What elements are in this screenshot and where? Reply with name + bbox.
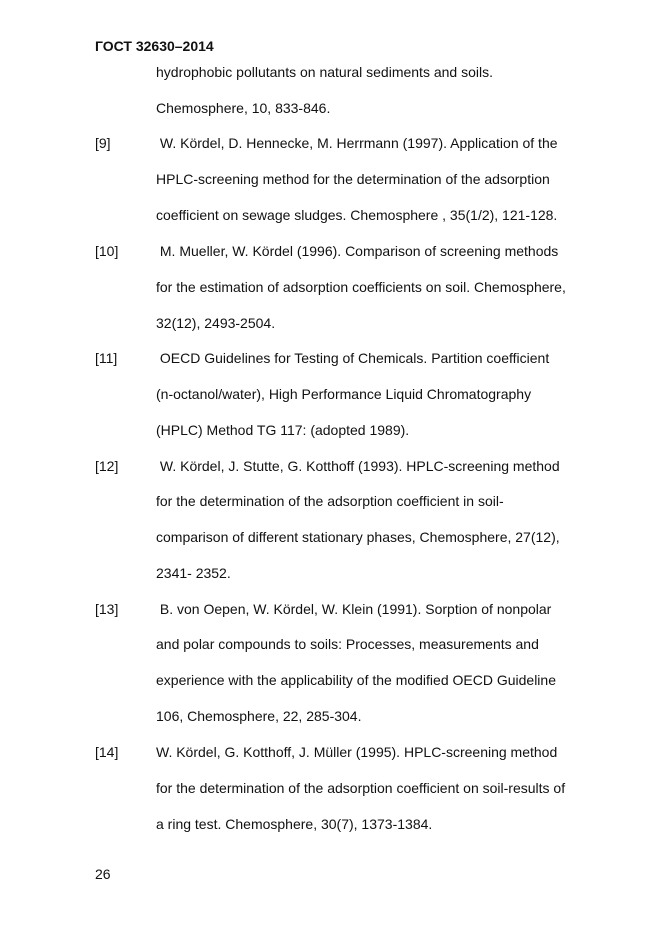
reference-line: (HPLC) Method TG 117: (adopted 1989). [156, 422, 410, 438]
reference-number: [13] [95, 601, 119, 617]
reference-line: W. Kördel, D. Hennecke, M. Herrmann (1997). Application of the [156, 135, 558, 151]
reference-line: W. Kördel, J. Stutte, G. Kotthoff (1993). HPLC-screening method [156, 458, 560, 474]
reference-number: [12] [95, 458, 119, 474]
page-header: ГОСТ 32630–2014 [95, 38, 214, 54]
page-number: 26 [95, 866, 111, 882]
reference-line: B. von Oepen, W. Kördel, W. Klein (1991). Sorption of nonpolar [156, 601, 552, 617]
reference-line: coefficient on sewage sludges. Chemosphere , 35(1/2), 121-128. [156, 207, 558, 223]
reference-line: for the determination of the adsorption coefficient in soil- [156, 493, 504, 509]
reference-number: [10] [95, 243, 119, 259]
reference-line: for the determination of the adsorption coefficient on soil-results of [156, 780, 566, 796]
reference-line: hydrophobic pollutants on natural sediments and soils. [156, 64, 493, 80]
reference-line: a ring test. Chemosphere, 30(7), 1373-1384. [156, 816, 433, 832]
reference-number: [11] [95, 350, 118, 366]
reference-line: 2341- 2352. [156, 565, 231, 581]
reference-line: W. Kördel, G. Kotthoff, J. Müller (1995). HPLC-screening method [156, 744, 558, 760]
reference-line: HPLC-screening method for the determination of the adsorption [156, 171, 550, 187]
reference-line: 106, Chemosphere, 22, 285-304. [156, 708, 362, 724]
reference-number: [9] [95, 135, 111, 151]
reference-line: 32(12), 2493-2504. [156, 315, 276, 331]
reference-number: [14] [95, 744, 119, 760]
reference-line: M. Mueller, W. Kördel (1996). Comparison of screening methods [156, 243, 559, 259]
reference-line: and polar compounds to soils: Processes, measurements and [156, 636, 539, 652]
reference-line: for the estimation of adsorption coefficients on soil. Chemosphere, [156, 279, 566, 295]
reference-line: comparison of different stationary phases, Chemosphere, 27(12), [156, 529, 560, 545]
reference-line: (n-octanol/water), High Performance Liquid Chromatography [156, 386, 532, 402]
reference-line: Chemosphere, 10, 833-846. [156, 100, 331, 116]
reference-line: experience with the applicability of the modified OECD Guideline [156, 672, 556, 688]
reference-line: OECD Guidelines for Testing of Chemicals. Partition coefficient [156, 350, 550, 366]
